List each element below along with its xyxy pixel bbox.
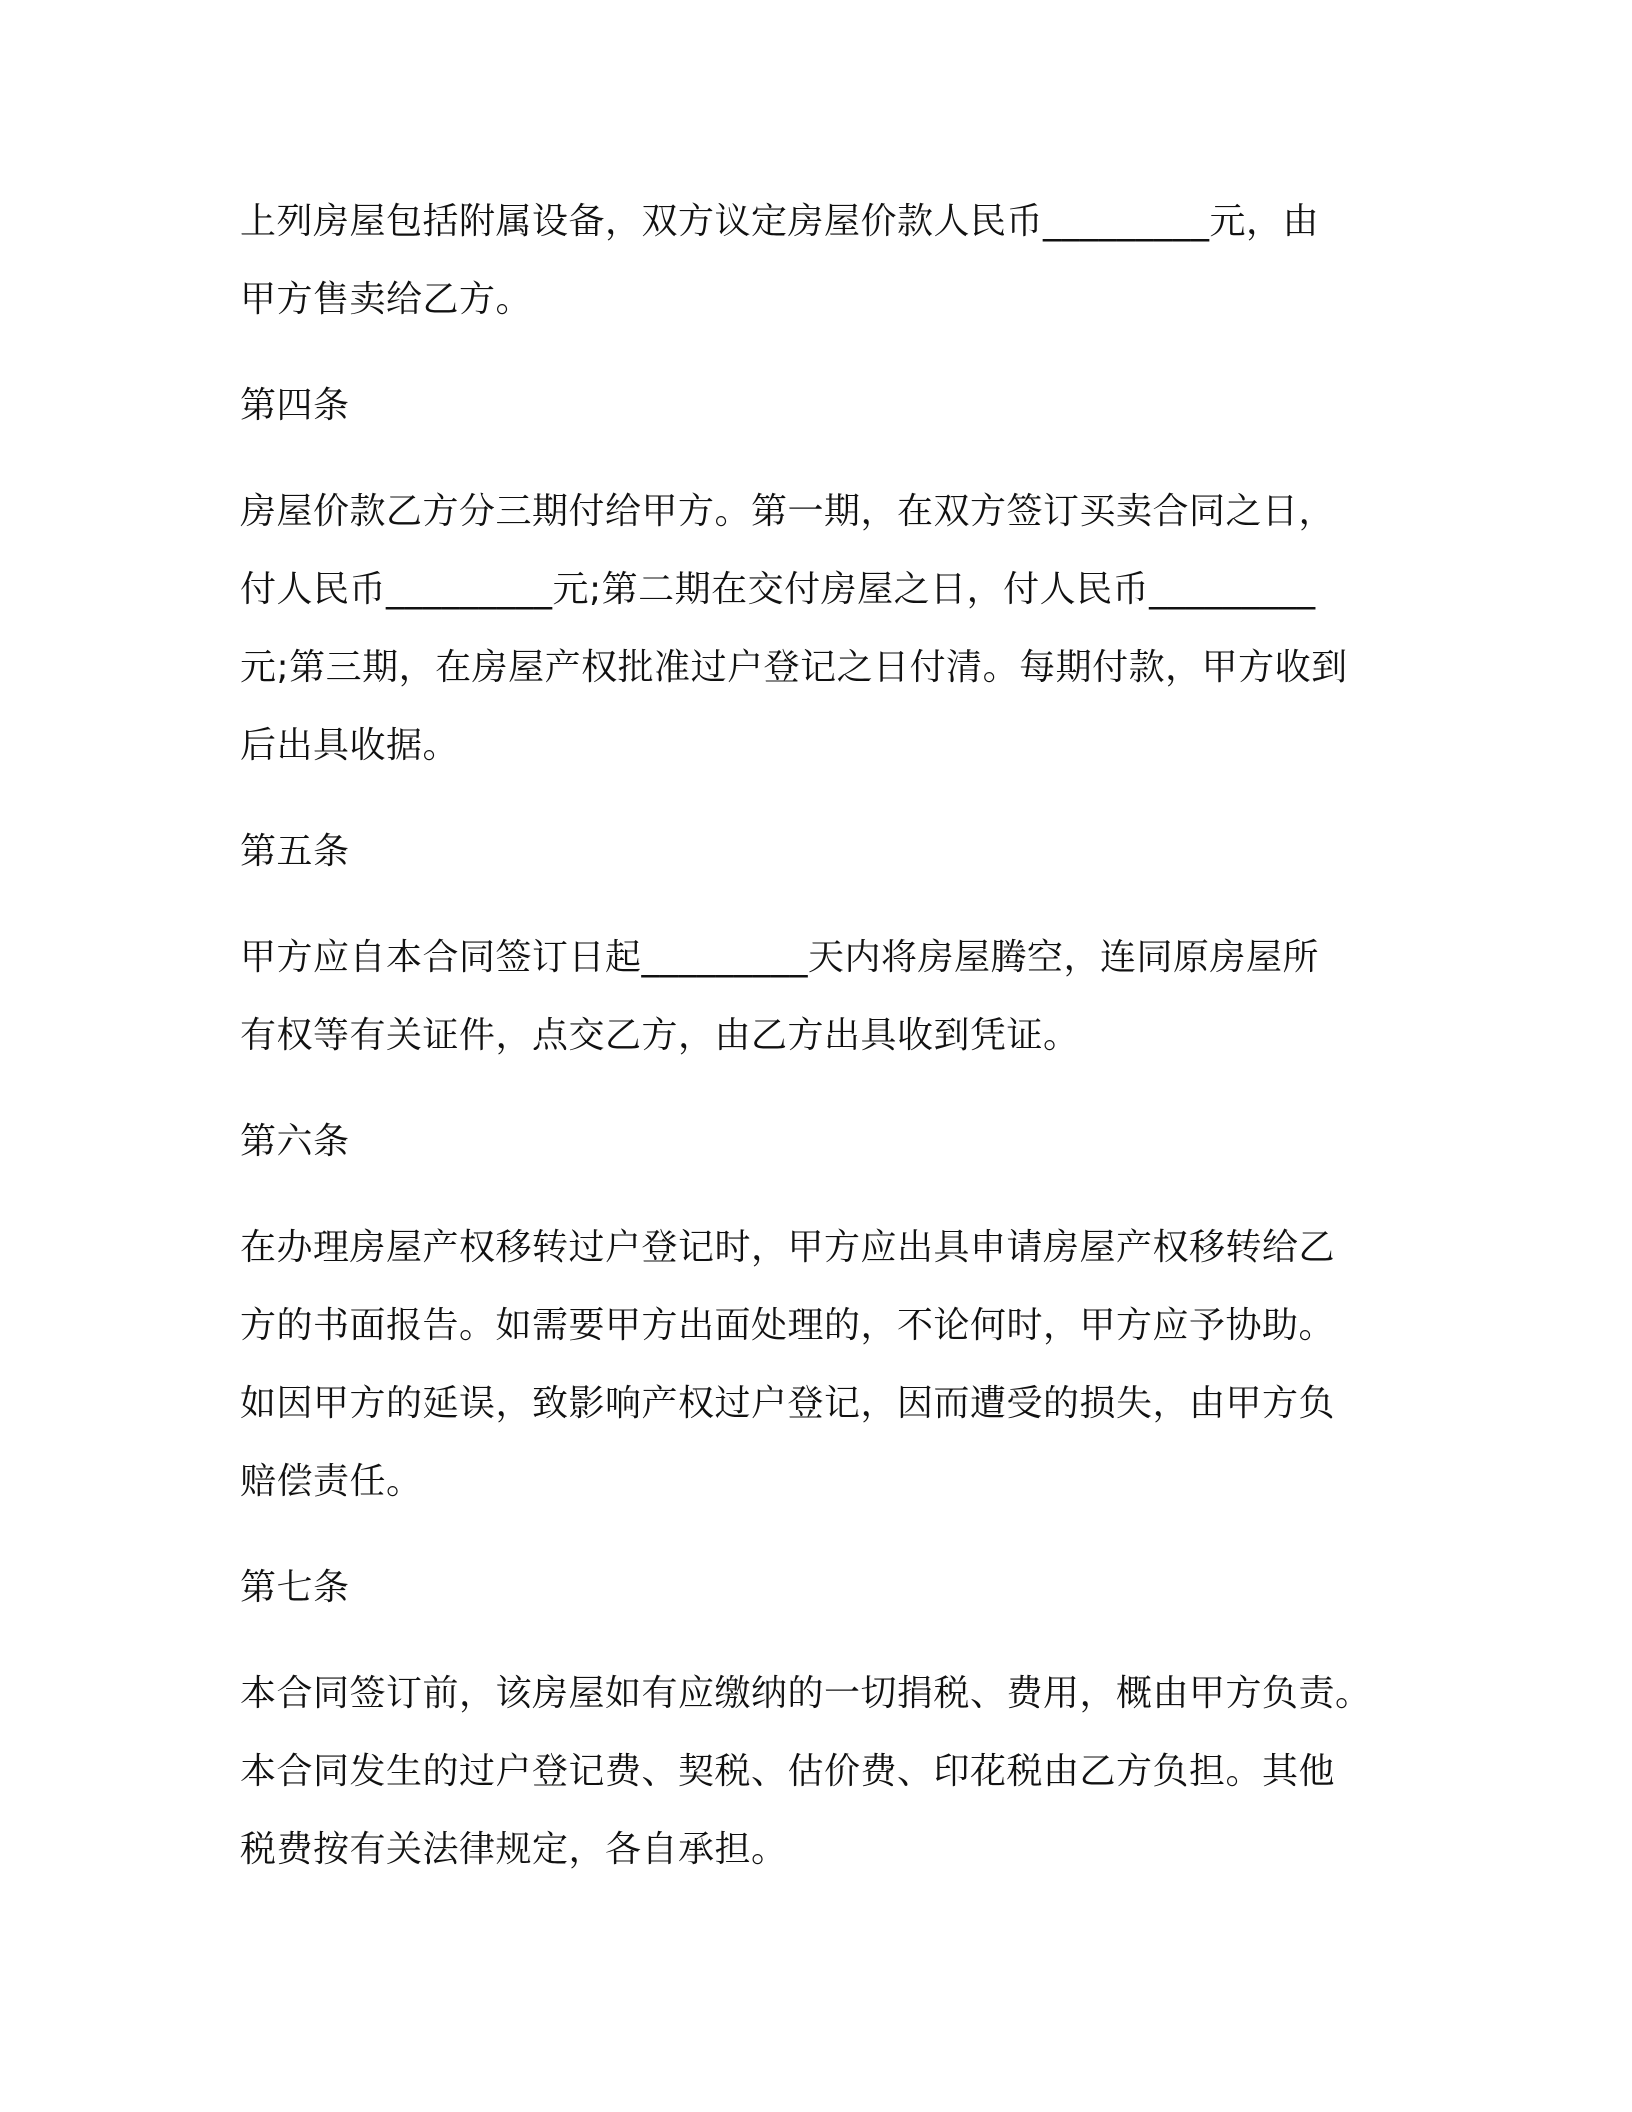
article-heading: 第七条 — [240, 1567, 350, 1608]
text-line: 后出具收据。 — [240, 725, 460, 766]
text-line: 有权等有关证件，点交乙方，由乙方出具收到凭证。 — [240, 1015, 1080, 1056]
document-page — [240, 183, 1400, 1889]
text-line: 税费按有关法律规定，各自承担。 — [240, 1829, 788, 1870]
paragraph-price — [240, 183, 1400, 339]
text-line: 本合同签订前，该房屋如有应缴纳的一切捐税、费用，概由甲方负责。 — [240, 1673, 1372, 1714]
text-line: 赔偿责任。 — [240, 1461, 423, 1502]
paragraph-transfer — [240, 1209, 1400, 1521]
text-line: 如因甲方的延误，致影响产权过户登记，因而遭受的损失，由甲方负 — [240, 1383, 1336, 1424]
text-line: 甲方应自本合同签订日起_________天内将房屋腾空，连同原房屋所 — [240, 937, 1320, 978]
article-heading-5 — [240, 813, 1400, 891]
text-line: 本合同发生的过户登记费、契税、估价费、印花税由乙方负担。其他 — [240, 1751, 1336, 1792]
text-line: 元;第三期，在房屋产权批准过户登记之日付清。每期付款，甲方收到 — [240, 647, 1348, 688]
paragraph-handover — [240, 919, 1400, 1075]
paragraph-taxes — [240, 1655, 1400, 1889]
paragraph-payment — [240, 473, 1400, 785]
article-heading-4 — [240, 367, 1400, 445]
text-line: 甲方售卖给乙方。 — [240, 279, 533, 320]
text-line: 方的书面报告。如需要甲方出面处理的，不论何时，甲方应予协助。 — [240, 1305, 1336, 1346]
article-heading: 第四条 — [240, 385, 350, 426]
text-line: 房屋价款乙方分三期付给甲方。第一期，在双方签订买卖合同之日， — [240, 491, 1336, 532]
article-heading: 第六条 — [240, 1121, 350, 1162]
text-line: 付人民币_________元;第二期在交付房屋之日，付人民币_________ — [240, 569, 1316, 610]
text-line: 在办理房屋产权移转过户登记时，甲方应出具申请房屋产权移转给乙 — [240, 1227, 1336, 1268]
article-heading-7 — [240, 1549, 1400, 1627]
article-heading: 第五条 — [240, 831, 350, 872]
article-heading-6 — [240, 1103, 1400, 1181]
text-line: 上列房屋包括附属设备，双方议定房屋价款人民币_________元，由 — [240, 201, 1320, 242]
